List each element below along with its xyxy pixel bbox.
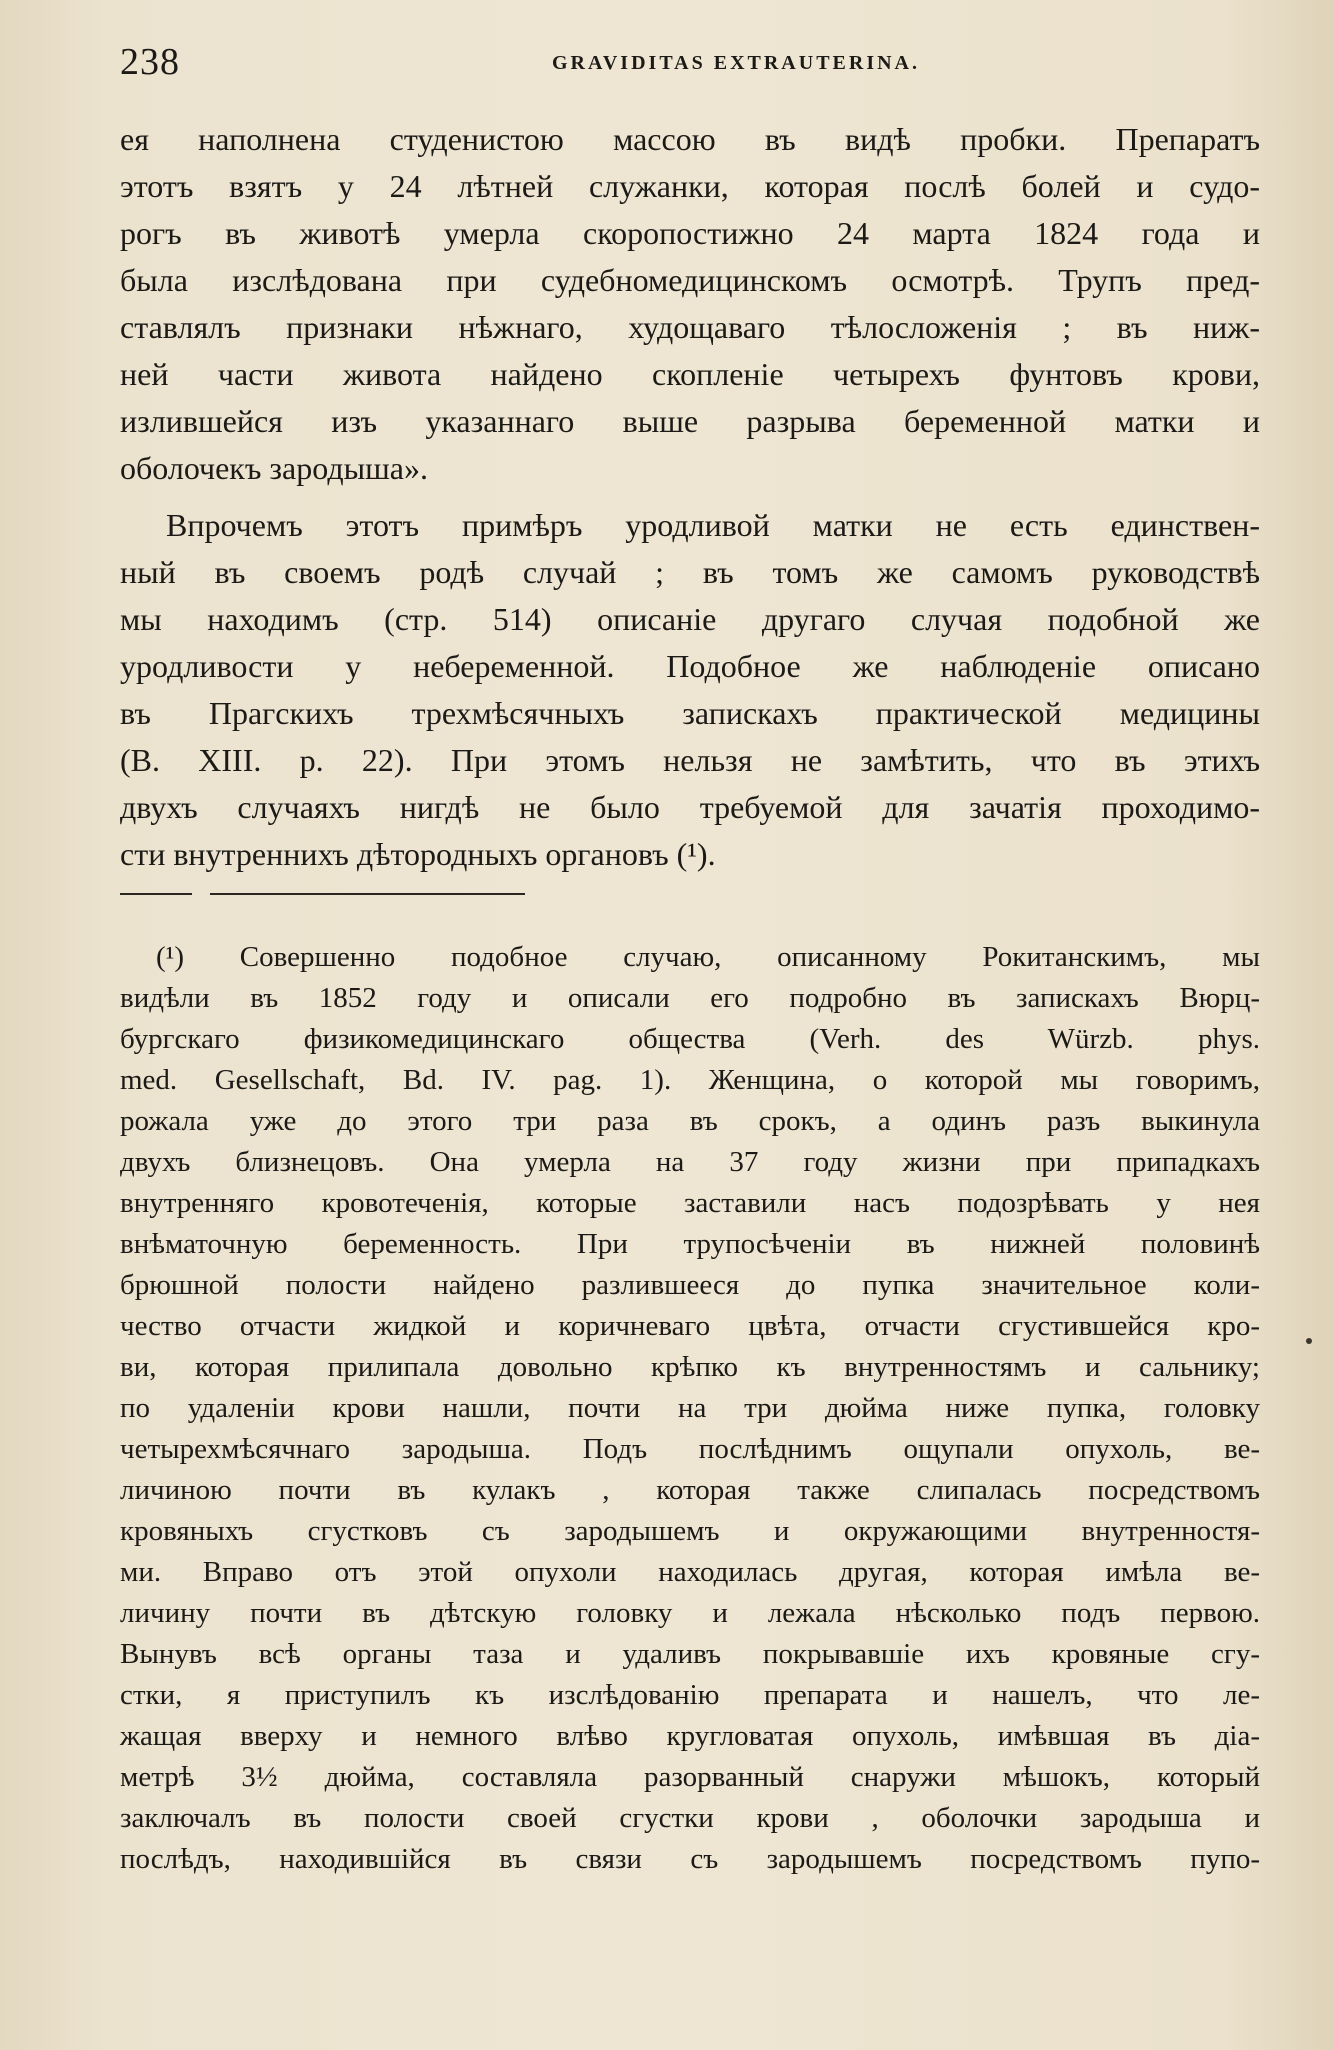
footnote-line: заключалъ въ полости своей сгустки крови , оболочки зародыша и bbox=[120, 1802, 1260, 1834]
paragraph-1 bbox=[120, 116, 1260, 492]
footnote-line: кровяныхъ сгустковъ съ зародышемъ и окружающими внутренностя- bbox=[120, 1515, 1260, 1547]
footnote bbox=[120, 937, 1260, 1880]
page-number: 238 bbox=[120, 41, 180, 83]
footnote-line: послѣдъ, находившійся въ связи съ зародышемъ посредствомъ пупо- bbox=[120, 1843, 1260, 1875]
main-text bbox=[120, 116, 1260, 878]
text-line: Впрочемъ этотъ примѣръ уродливой матки не есть единствен- bbox=[166, 507, 1260, 543]
text-line: уродливости у небеременной. Подобное же наблюденіе описано bbox=[120, 648, 1260, 684]
footnote-line: чество отчасти жидкой и коричневаго цвѣта, отчасти сгустившейся кро- bbox=[120, 1310, 1260, 1342]
separator-rule-long bbox=[210, 893, 525, 895]
footnote-line: двухъ близнецовъ. Она умерла на 37 году жизни при припадкахъ bbox=[120, 1146, 1260, 1178]
text-line: ный въ своемъ родѣ случай ; въ томъ же самомъ руководствѣ bbox=[120, 554, 1260, 590]
running-head bbox=[120, 40, 1260, 90]
footnote-line: med. Gesellschaft, Bd. IV. pag. 1). Женщина, о которой мы говоримъ, bbox=[120, 1064, 1260, 1096]
footnote-line: ми. Вправо отъ этой опухоли находилась другая, которая имѣла ве- bbox=[120, 1556, 1260, 1588]
footnote-line: личину почти въ дѣтскую головку и лежала нѣсколько подъ первою. bbox=[120, 1597, 1260, 1629]
text-line: рогъ въ животѣ умерла скоропостижно 24 марта 1824 года и bbox=[120, 215, 1260, 251]
footnote-line: ви, которая прилипала довольно крѣпко къ внутренностямъ и сальнику; bbox=[120, 1351, 1260, 1383]
footnote-line: Вынувъ всѣ органы таза и удаливъ покрывавшіе ихъ кровяные сгу- bbox=[120, 1638, 1260, 1670]
text-line: ея наполнена студенистою массою въ видѣ пробки. Препаратъ bbox=[120, 121, 1260, 157]
text-line: ставлялъ признаки нѣжнаго, худощаваго тѣлосложенія ; въ ниж- bbox=[120, 309, 1260, 345]
text-line: ней части живота найдено скопленіе четырехъ фунтовъ крови, bbox=[120, 356, 1260, 392]
text-line: (B. XIII. p. 22). При этомъ нельзя не замѣтить, что въ этихъ bbox=[120, 742, 1260, 778]
footnote-line: четырехмѣсячнаго зародыша. Подъ послѣднимъ ощупали опухоль, ве- bbox=[120, 1433, 1260, 1465]
footnote-line: жащая вверху и немного влѣво кругловатая опухоль, имѣвшая въ діа- bbox=[120, 1720, 1260, 1752]
footnote-line: (¹) Совершенно подобное случаю, описанному Рокитанскимъ, мы bbox=[156, 941, 1260, 973]
footnote-line: видѣли въ 1852 году и описали его подробно въ запискахъ Вюрц- bbox=[120, 982, 1260, 1014]
paragraph-2 bbox=[120, 502, 1260, 878]
text-line: въ Прагскихъ трехмѣсячныхъ запискахъ практической медицины bbox=[120, 695, 1260, 731]
footnote-line: рожала уже до этого три раза въ срокъ, а одинъ разъ выкинула bbox=[120, 1105, 1260, 1137]
text-line: сти внутреннихъ дѣтородныхъ органовъ (¹). bbox=[120, 836, 716, 872]
running-title: GRAVIDITAS EXTRAUTERINA. bbox=[552, 52, 920, 74]
text-line: излившейся изъ указаннаго выше разрыва беременной матки и bbox=[120, 403, 1260, 439]
footnote-line: по удаленіи крови нашли, почти на три дюйма ниже пупка, головку bbox=[120, 1392, 1260, 1424]
footnote-line: брюшной полости найдено разлившееся до пупка значительное коли- bbox=[120, 1269, 1260, 1301]
ink-speck bbox=[1306, 1338, 1312, 1344]
text-line: этотъ взятъ у 24 лѣтней служанки, которая послѣ болей и судо- bbox=[120, 168, 1260, 204]
footnote-separator bbox=[120, 893, 540, 897]
text-line: оболочекъ зародыша». bbox=[120, 450, 428, 486]
text-line: была изслѣдована при судебномедицинскомъ осмотрѣ. Трупъ пред- bbox=[120, 262, 1260, 298]
footnote-line: личиною почти въ кулакъ , которая также слипалась посредствомъ bbox=[120, 1474, 1260, 1506]
text-line: двухъ случаяхъ нигдѣ не было требуемой для зачатія проходимо- bbox=[120, 789, 1260, 825]
footnote-line: внѣматочную беременность. При трупосѣченіи въ нижней половинѣ bbox=[120, 1228, 1260, 1260]
footnote-line: стки, я приступилъ къ изслѣдованію препарата и нашелъ, что ле- bbox=[120, 1679, 1260, 1711]
separator-rule-short bbox=[120, 893, 192, 895]
footnote-line: внутренняго кровотеченія, которые заставили насъ подозрѣвать у нея bbox=[120, 1187, 1260, 1219]
footnote-line: бургскаго физикомедицинскаго общества (Verh. des Würzb. phys. bbox=[120, 1023, 1260, 1055]
footnote-line: метрѣ 3½ дюйма, составляла разорванный снаружи мѣшокъ, который bbox=[120, 1761, 1260, 1793]
text-line: мы находимъ (стр. 514) описаніе другаго случая подобной же bbox=[120, 601, 1260, 637]
